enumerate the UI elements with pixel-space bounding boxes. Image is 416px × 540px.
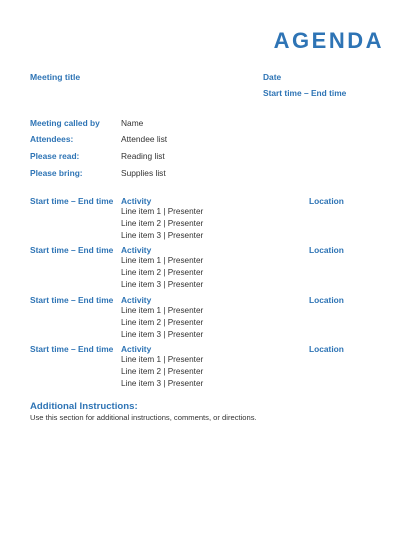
block-location: Location [309, 196, 344, 206]
line-item: Line item 3 | Presenter [121, 280, 204, 289]
line-item: Line item 2 | Presenter [121, 318, 204, 327]
line-item: Line item 3 | Presenter [121, 330, 204, 339]
line-item: Line item 1 | Presenter [121, 207, 204, 216]
block-activity: Activity [121, 245, 152, 255]
line-item: Line item 1 | Presenter [121, 256, 204, 265]
additional-instructions-body: Use this section for additional instructions, comments, or directions. [30, 413, 257, 422]
block-location: Location [309, 245, 344, 255]
detail-label-bring: Please bring: [30, 168, 83, 178]
line-item: Line item 3 | Presenter [121, 231, 204, 240]
block-activity: Activity [121, 295, 152, 305]
detail-value-called-by: Name [121, 118, 144, 128]
line-item: Line item 1 | Presenter [121, 306, 204, 315]
detail-value-bring: Supplies list [121, 168, 166, 178]
block-time: Start time – End time [30, 245, 114, 255]
line-item: Line item 1 | Presenter [121, 355, 204, 364]
line-item: Line item 2 | Presenter [121, 268, 204, 277]
detail-label-called-by: Meeting called by [30, 118, 100, 128]
block-time: Start time – End time [30, 196, 114, 206]
detail-label-read: Please read: [30, 151, 80, 161]
block-time: Start time – End time [30, 295, 114, 305]
block-activity: Activity [121, 344, 152, 354]
meeting-time: Start time – End time [263, 88, 347, 98]
agenda-title: AGENDA [273, 28, 384, 53]
block-time: Start time – End time [30, 344, 114, 354]
detail-value-read: Reading list [121, 151, 165, 161]
block-activity: Activity [121, 196, 152, 206]
block-location: Location [309, 344, 344, 354]
meeting-title: Meeting title [30, 72, 81, 82]
additional-instructions-title: Additional Instructions: [30, 401, 138, 412]
line-item: Line item 2 | Presenter [121, 367, 204, 376]
line-item: Line item 2 | Presenter [121, 219, 204, 228]
meeting-date: Date [263, 72, 282, 82]
detail-value-attendees: Attendee list [121, 134, 168, 144]
line-item: Line item 3 | Presenter [121, 379, 204, 388]
block-location: Location [309, 295, 344, 305]
detail-label-attendees: Attendees: [30, 134, 74, 144]
